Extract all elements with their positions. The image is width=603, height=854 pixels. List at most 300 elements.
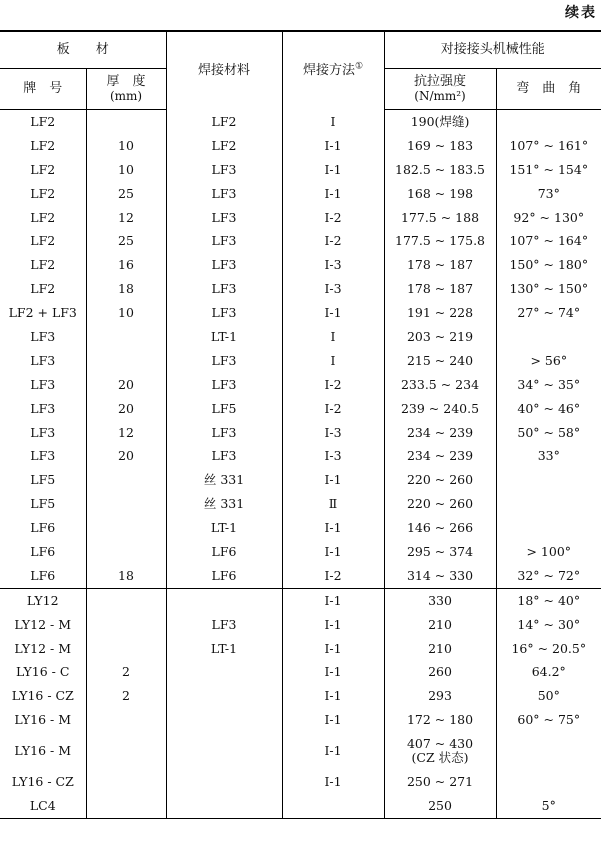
cell-filler (166, 564, 282, 588)
cell-method-text: Ⅰ-2 (324, 233, 342, 249)
cell-filler-text: LF6 (211, 567, 237, 583)
cell-filler (166, 468, 282, 492)
cell-strength-text: 215 ~ 240 (406, 352, 474, 368)
cell-method (282, 206, 384, 230)
cell-grade (0, 253, 86, 277)
cell-thick (86, 588, 166, 612)
cell-grade-text: LF3 (30, 376, 56, 392)
cell-method (282, 421, 384, 445)
cell-filler (166, 229, 282, 253)
cell-thick (86, 229, 166, 253)
cell-thick-text: 2 (122, 688, 130, 704)
cell-bend-text: 32° ~ 72° (517, 567, 581, 583)
cell-strength-text: 314 ~ 330 (406, 567, 474, 583)
header-method-footnote: ① (354, 61, 364, 72)
table-row (0, 684, 601, 708)
cell-thick-text: 10 (118, 305, 134, 321)
table-row (0, 708, 601, 732)
cell-method (282, 613, 384, 637)
cell-grade (0, 444, 86, 468)
cell-method (282, 540, 384, 564)
cell-bend (496, 444, 601, 468)
cell-thick (86, 277, 166, 301)
cell-method (282, 708, 384, 732)
table-row (0, 253, 601, 277)
cell-thick (86, 613, 166, 637)
cell-bend (496, 540, 601, 564)
cell-filler-text: LF3 (211, 352, 237, 368)
cell-grade (0, 794, 86, 818)
table-row (0, 277, 601, 301)
cell-bend-text: 14° ~ 30° (517, 616, 581, 632)
table-row (0, 540, 601, 564)
cell-filler-text: LF3 (211, 209, 237, 225)
cell-grade-text: LF2 (30, 161, 56, 177)
cell-grade (0, 277, 86, 301)
cell-thick-text: 20 (118, 448, 134, 464)
cell-bend-text: 107° ~ 164° (509, 233, 589, 249)
cell-filler-text: LF2 (211, 113, 237, 129)
cell-filler (166, 732, 282, 770)
cell-thick (86, 770, 166, 794)
cell-bend (496, 421, 601, 445)
cell-method (282, 229, 384, 253)
cell-filler (166, 397, 282, 421)
cell-method (282, 637, 384, 661)
cell-thick-text: 25 (118, 233, 134, 249)
cell-strength (384, 110, 496, 134)
cell-strength (384, 794, 496, 818)
cell-filler (166, 349, 282, 373)
cell-filler (166, 421, 282, 445)
table-row (0, 492, 601, 516)
table-row (0, 158, 601, 182)
cell-bend (496, 613, 601, 637)
cell-method-text: Ⅰ-1 (324, 640, 342, 656)
cell-strength (384, 158, 496, 182)
cell-grade-text: LC4 (29, 797, 56, 813)
header-filler (166, 31, 282, 110)
header-plate: 板 材 (0, 31, 166, 69)
cell-grade-text: LF3 (30, 400, 56, 416)
cell-strength-text: 146 ~ 266 (406, 520, 474, 536)
cell-grade-text: LF2 (30, 281, 56, 297)
cell-thick (86, 660, 166, 684)
table-row (0, 732, 601, 770)
cell-bend (496, 770, 601, 794)
header-strength-label: 抗拉强度 (414, 74, 467, 89)
cell-thick (86, 134, 166, 158)
table-row (0, 349, 601, 373)
cell-grade (0, 770, 86, 794)
cell-method-text: Ⅰ-1 (324, 688, 342, 704)
cell-strength (384, 564, 496, 588)
header-filler-label: 焊接材料 (198, 62, 251, 78)
cell-bend-text: > 100° (526, 543, 572, 559)
cell-grade (0, 708, 86, 732)
cell-strength (384, 206, 496, 230)
cell-strength-text: 177.5 ~ 188 (400, 209, 480, 225)
cell-bend-text: 64.2° (531, 664, 566, 680)
cell-filler (166, 134, 282, 158)
cell-grade (0, 468, 86, 492)
header-thickness (86, 69, 166, 110)
cell-bend-text: 130° ~ 150° (509, 281, 589, 297)
cell-grade (0, 134, 86, 158)
cell-method-text: Ⅰ-1 (324, 543, 342, 559)
cell-strength-text: 178 ~ 187 (406, 281, 474, 297)
table-row (0, 770, 601, 794)
cell-bend (496, 794, 601, 818)
cell-method-text: Ⅰ-2 (324, 209, 342, 225)
cell-bend (496, 206, 601, 230)
cell-grade (0, 421, 86, 445)
cell-strength (384, 373, 496, 397)
cell-bend-text: 27° ~ 74° (517, 305, 581, 321)
cell-filler-text: LT-1 (210, 520, 238, 536)
cell-filler-text: LT-1 (210, 328, 238, 344)
cell-method (282, 373, 384, 397)
cell-strength-text: 178 ~ 187 (406, 257, 474, 273)
cell-strength-text: 293 (428, 688, 452, 704)
cell-strength-text: 295 ~ 374 (406, 543, 474, 559)
cell-thick (86, 516, 166, 540)
table-row (0, 373, 601, 397)
cell-bend (496, 325, 601, 349)
cell-thick (86, 206, 166, 230)
cell-grade (0, 492, 86, 516)
cell-grade (0, 206, 86, 230)
cell-filler (166, 158, 282, 182)
cell-strength-note: (CZ 状态) (411, 750, 469, 766)
cell-method-text: Ⅰ (330, 113, 336, 129)
cell-strength-text: 260 (428, 664, 452, 680)
cell-strength (384, 229, 496, 253)
cell-method (282, 468, 384, 492)
cell-strength (384, 492, 496, 516)
cell-filler (166, 253, 282, 277)
cell-thick-text: 2 (122, 664, 130, 680)
table-row (0, 421, 601, 445)
cell-thick (86, 397, 166, 421)
cell-bend (496, 301, 601, 325)
cell-bend (496, 516, 601, 540)
cell-grade-text: LY16 - M (14, 743, 72, 759)
cell-bend (496, 110, 601, 134)
cell-filler-text: LF3 (211, 448, 237, 464)
table-row (0, 206, 601, 230)
cell-bend-text: 73° (537, 185, 560, 201)
cell-filler (166, 277, 282, 301)
cell-method-text: Ⅰ-1 (324, 185, 342, 201)
cell-grade (0, 397, 86, 421)
cell-grade-text: LF3 (30, 352, 56, 368)
table-row (0, 564, 601, 588)
cell-method-text: Ⅰ-1 (324, 774, 342, 790)
cell-grade (0, 637, 86, 661)
cell-grade (0, 325, 86, 349)
cell-grade-text: LF6 (30, 520, 56, 536)
cell-bend (496, 492, 601, 516)
welding-properties-table (0, 30, 601, 819)
cell-strength (384, 301, 496, 325)
cell-grade-text: LY12 - M (14, 640, 72, 656)
cell-method-text: Ⅰ-1 (324, 161, 342, 177)
cell-strength-text: 407 ~ 430 (406, 736, 474, 752)
cell-method (282, 397, 384, 421)
cell-strength (384, 421, 496, 445)
cell-strength-text: 239 ~ 240.5 (400, 400, 480, 416)
cell-strength (384, 134, 496, 158)
cell-bend (496, 349, 601, 373)
cell-filler (166, 770, 282, 794)
cell-strength-text: 234 ~ 239 (406, 424, 474, 440)
cell-grade (0, 540, 86, 564)
table-row (0, 301, 601, 325)
cell-thick (86, 468, 166, 492)
cell-thick-text: 18 (118, 281, 134, 297)
cell-strength (384, 588, 496, 612)
cell-filler (166, 516, 282, 540)
cell-filler (166, 325, 282, 349)
cell-bend (496, 732, 601, 770)
cell-grade-text: LF2 (30, 233, 56, 249)
cell-bend-text: 5° (541, 797, 556, 813)
cell-strength (384, 444, 496, 468)
cell-strength (384, 516, 496, 540)
cell-method (282, 253, 384, 277)
cell-strength (384, 770, 496, 794)
cell-method (282, 732, 384, 770)
cell-filler (166, 444, 282, 468)
header-thickness-unit: (mm) (109, 89, 143, 103)
cell-thick (86, 794, 166, 818)
cell-method-text: Ⅰ-1 (324, 520, 342, 536)
cell-bend (496, 708, 601, 732)
cell-strength-text: 220 ~ 260 (406, 472, 474, 488)
header-strength-unit: (N/mm²) (414, 89, 466, 103)
cell-bend-text: 60° ~ 75° (517, 712, 581, 728)
cell-bend-text: 40° ~ 46° (517, 400, 581, 416)
table-row (0, 588, 601, 612)
cell-filler (166, 301, 282, 325)
cell-method (282, 134, 384, 158)
table-row (0, 182, 601, 206)
cell-strength-text: 168 ~ 198 (406, 185, 474, 201)
cell-grade (0, 349, 86, 373)
cell-method (282, 349, 384, 373)
cell-grade-text: LF2 (30, 209, 56, 225)
cell-bend-text: 16° ~ 20.5° (511, 640, 587, 656)
cell-grade (0, 301, 86, 325)
cell-method (282, 158, 384, 182)
cell-strength (384, 277, 496, 301)
cell-method-text: Ⅰ-1 (324, 137, 342, 153)
cell-thick (86, 301, 166, 325)
cell-bend-text: 18° ~ 40° (517, 592, 581, 608)
cell-grade-text: LF6 (30, 567, 56, 583)
cell-thick-text: 12 (118, 209, 134, 225)
cell-bend-text: 34° ~ 35° (517, 376, 581, 392)
cell-strength-text: 233.5 ~ 234 (400, 376, 480, 392)
cell-strength (384, 468, 496, 492)
cell-method-text: Ⅰ-1 (324, 743, 342, 759)
cell-filler (166, 613, 282, 637)
cell-filler (166, 588, 282, 612)
cell-strength (384, 349, 496, 373)
header-thickness-label: 厚 度 (106, 74, 146, 89)
cell-grade-text: LF3 (30, 328, 56, 344)
cell-strength (384, 540, 496, 564)
cell-thick-text: 25 (118, 185, 134, 201)
cell-bend-text: 107° ~ 161° (509, 137, 589, 153)
cell-thick (86, 158, 166, 182)
cell-grade (0, 110, 86, 134)
cell-grade (0, 158, 86, 182)
cell-grade (0, 660, 86, 684)
cell-grade-text: LF2 + LF3 (8, 305, 77, 321)
table-row (0, 444, 601, 468)
cell-method-text: Ⅰ-2 (324, 400, 342, 416)
cell-strength-text: 234 ~ 239 (406, 448, 474, 464)
cell-grade-text: LF5 (30, 496, 56, 512)
cell-filler-text: LF3 (211, 161, 237, 177)
cell-thick-text: 12 (118, 424, 134, 440)
cell-thick (86, 564, 166, 588)
cell-filler (166, 110, 282, 134)
cell-grade-text: LF2 (30, 257, 56, 273)
cell-method-text: Ⅰ-1 (324, 472, 342, 488)
cell-grade-text: LY16 - CZ (11, 774, 74, 790)
cell-grade (0, 229, 86, 253)
cell-strength (384, 637, 496, 661)
cell-strength (384, 253, 496, 277)
cell-filler-text: LF6 (211, 543, 237, 559)
cell-strength (384, 613, 496, 637)
cell-filler-text: LT-1 (210, 640, 238, 656)
cell-method-text: Ⅱ (328, 496, 338, 512)
header-joint-props: 对接接头机械性能 (384, 31, 601, 69)
cell-filler-text: LF3 (211, 281, 237, 297)
cell-grade-text: LF5 (30, 472, 56, 488)
cell-filler (166, 373, 282, 397)
cell-thick (86, 684, 166, 708)
cell-filler (166, 637, 282, 661)
cell-grade-text: LY16 - M (14, 712, 72, 728)
cell-bend-text: 151° ~ 154° (509, 161, 589, 177)
cell-strength-text: 250 ~ 271 (406, 774, 474, 790)
header-bend: 弯 曲 角 (496, 69, 601, 110)
cell-method-text: Ⅰ-2 (324, 567, 342, 583)
cell-thick-text: 20 (118, 400, 134, 416)
cell-grade (0, 516, 86, 540)
cell-method-text: Ⅰ-1 (324, 305, 342, 321)
table-row (0, 397, 601, 421)
cell-bend-text: 92° ~ 130° (513, 209, 585, 225)
cell-grade (0, 564, 86, 588)
cell-filler-text: LF2 (211, 137, 237, 153)
cell-method-text: Ⅰ-1 (324, 592, 342, 608)
cell-bend-text: 33° (537, 448, 560, 464)
cell-bend (496, 660, 601, 684)
cell-strength-text: 250 (428, 797, 452, 813)
cell-thick (86, 110, 166, 134)
table-row (0, 794, 601, 818)
cell-method (282, 301, 384, 325)
cell-grade-text: LF6 (30, 543, 56, 559)
cell-method (282, 444, 384, 468)
cell-bend (496, 253, 601, 277)
cell-filler-text: LF3 (211, 376, 237, 392)
table-body (0, 110, 601, 819)
cell-method-text: Ⅰ (330, 352, 336, 368)
cell-grade (0, 732, 86, 770)
cell-grade (0, 182, 86, 206)
header-method-label: 焊接方法 (302, 62, 355, 78)
cell-thick (86, 325, 166, 349)
continued-label: 续表 (565, 5, 597, 21)
cell-filler-text: LF5 (211, 400, 237, 416)
cell-method (282, 492, 384, 516)
cell-bend (496, 684, 601, 708)
cell-strength-text: 182.5 ~ 183.5 (395, 161, 486, 177)
cell-grade-text: LY12 - M (14, 616, 72, 632)
cell-thick (86, 732, 166, 770)
cell-thick-text: 16 (118, 257, 134, 273)
cell-strength (384, 660, 496, 684)
cell-strength-text: 172 ~ 180 (406, 712, 474, 728)
cell-filler (166, 206, 282, 230)
table-row (0, 613, 601, 637)
cell-bend-text: 150° ~ 180° (509, 257, 589, 273)
cell-strength-text: 220 ~ 260 (406, 496, 474, 512)
table-row (0, 134, 601, 158)
cell-thick (86, 540, 166, 564)
cell-thick (86, 253, 166, 277)
cell-strength-text: 203 ~ 219 (406, 328, 474, 344)
cell-strength (384, 397, 496, 421)
cell-method-text: Ⅰ (330, 328, 336, 344)
cell-bend (496, 564, 601, 588)
cell-grade-text: LF3 (30, 448, 56, 464)
cell-method-text: Ⅰ-2 (324, 376, 342, 392)
cell-bend (496, 229, 601, 253)
cell-method (282, 110, 384, 134)
cell-grade (0, 373, 86, 397)
cell-grade-text: LF2 (30, 137, 56, 153)
cell-thick (86, 708, 166, 732)
cell-filler (166, 660, 282, 684)
cell-thick (86, 182, 166, 206)
cell-filler-text: LF3 (211, 233, 237, 249)
cell-bend (496, 468, 601, 492)
cell-filler-text: LF3 (211, 185, 237, 201)
cell-filler (166, 540, 282, 564)
cell-filler-text: LF3 (211, 257, 237, 273)
cell-filler-text: LF3 (211, 616, 237, 632)
cell-thick (86, 349, 166, 373)
cell-strength-text: 191 ~ 228 (406, 305, 474, 321)
table-row (0, 229, 601, 253)
cell-grade (0, 588, 86, 612)
cell-method (282, 588, 384, 612)
cell-strength (384, 732, 496, 770)
cell-thick-text: 18 (118, 567, 134, 583)
cell-strength (384, 708, 496, 732)
header-grade: 牌 号 (0, 69, 86, 110)
cell-method (282, 325, 384, 349)
cell-bend (496, 134, 601, 158)
